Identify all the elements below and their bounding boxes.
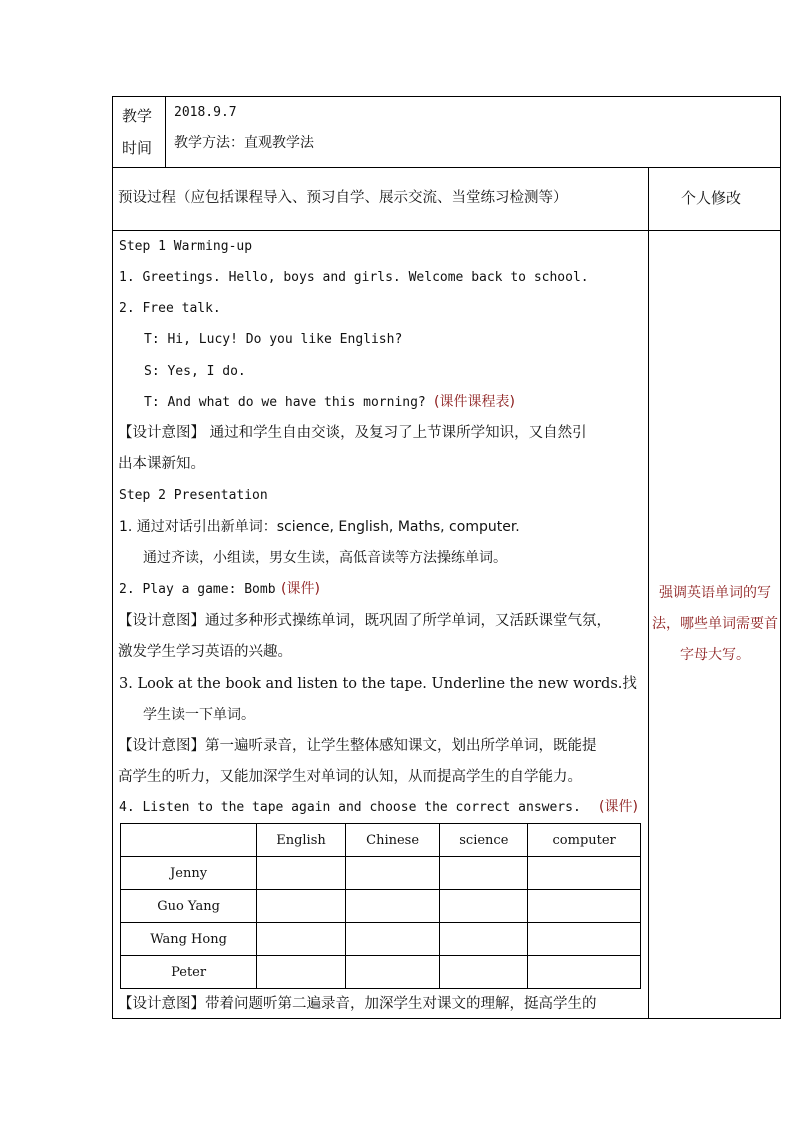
answer-cell[interactable]: [257, 857, 346, 890]
new-words-line: 1. 通过对话引出新单词：science, English, Maths, computer.: [119, 519, 520, 535]
answer-cell[interactable]: [528, 923, 641, 956]
answer-cell[interactable]: [440, 890, 528, 923]
practice-methods-line: 通过齐读，小组读，男女生读，高低音读等方法操练单词。: [143, 550, 507, 566]
dialogue-teacher-2: T: And what do we have this morning?: [144, 395, 426, 410]
courseware-note-3: (课件): [599, 799, 638, 815]
design-intent-2a: 【设计意图】通过多种形式操练单词，既巩固了所学单词，又活跃课堂气氛，: [118, 613, 611, 629]
answer-cell[interactable]: [345, 956, 440, 989]
lesson-date: 2018.9.7: [174, 105, 237, 120]
listen-again-line: 4. Listen to the tape again and choose the correct answers.: [119, 800, 581, 815]
table-row: [121, 890, 641, 923]
answer-cell[interactable]: [257, 956, 346, 989]
answer-cell[interactable]: [345, 923, 440, 956]
answer-cell[interactable]: [528, 956, 641, 989]
table-row: [121, 956, 641, 989]
dialogue-student: S: Yes, I do.: [144, 364, 246, 379]
table-header-cell: computer: [528, 824, 641, 857]
column-title-divider: [112, 230, 781, 231]
table-header-row: [121, 824, 641, 857]
revision-column-divider: [648, 167, 649, 1019]
time-label-line2: 时间: [122, 139, 153, 157]
dialogue-teacher-1: T: Hi, Lucy! Do you like English?: [144, 332, 403, 347]
table-header-cell: [121, 824, 257, 857]
courseware-schedule-note: (课件课程表): [434, 394, 515, 410]
teaching-method: 教学方法：直观教学法: [174, 135, 314, 151]
design-intent-3a: 【设计意图】第一遍听录音，让学生整体感知课文，划出所学单词，既能提: [118, 738, 597, 754]
design-intent-3b: 高学生的听力，又能加深学生对单词的认知，从而提高学生的自学能力。: [118, 769, 582, 785]
step2-heading: Step 2 Presentation: [119, 488, 268, 503]
student-name-cell: Peter: [121, 956, 257, 989]
free-talk-line: 2. Free talk.: [119, 301, 221, 316]
answer-cell[interactable]: [528, 857, 641, 890]
courseware-note-2: (课件): [281, 581, 320, 597]
table-row: [121, 857, 641, 890]
process-column-title: 预设过程（应包括课程导入、预习自学、展示交流、当堂练习检测等）: [118, 190, 568, 206]
greetings-line: 1. Greetings. Hello, boys and girls. Welcome back to school.: [119, 270, 589, 285]
revision-column-title: 个人修改: [681, 189, 742, 207]
answer-cell[interactable]: [345, 890, 440, 923]
table-row: [121, 923, 641, 956]
answer-cell[interactable]: [345, 857, 440, 890]
answer-cell[interactable]: [528, 890, 641, 923]
listen-underline-line: 3. Look at the book and listen to the tape. Underline the new words.找: [119, 676, 637, 692]
answer-cell[interactable]: [257, 923, 346, 956]
design-intent-1a: 【设计意图】 通过和学生自由交谈，及复习了上节课所学知识，又自然引: [118, 425, 587, 441]
table-header-cell: Chinese: [345, 824, 440, 857]
design-intent-4a: 【设计意图】带着问题听第二遍录音，加深学生对课文的理解，挺高学生的: [118, 996, 597, 1012]
student-name-cell: Guo Yang: [121, 890, 257, 923]
bomb-game-line: 2. Play a game: Bomb: [119, 582, 276, 597]
revision-note: 强调英语单词的写法，哪些单词需要首字母大写。: [652, 585, 778, 663]
time-label-line1: 教学: [122, 107, 153, 125]
answer-cell[interactable]: [257, 890, 346, 923]
table-header-cell: English: [257, 824, 346, 857]
answer-cell[interactable]: [440, 956, 528, 989]
answer-cell[interactable]: [440, 923, 528, 956]
answer-cell[interactable]: [440, 857, 528, 890]
design-intent-1b: 出本课新知。: [118, 456, 205, 472]
step1-heading: Step 1 Warming-up: [119, 239, 253, 254]
answers-table: [120, 823, 641, 989]
student-name-cell: Jenny: [121, 857, 257, 890]
header-row-divider: [112, 167, 781, 168]
student-name-cell: Wang Hong: [121, 923, 257, 956]
table-header-cell: science: [440, 824, 528, 857]
label-column-divider: [165, 96, 166, 168]
design-intent-2b: 激发学生学习英语的兴趣。: [118, 644, 292, 660]
read-words-line: 学生读一下单词。: [143, 707, 255, 723]
